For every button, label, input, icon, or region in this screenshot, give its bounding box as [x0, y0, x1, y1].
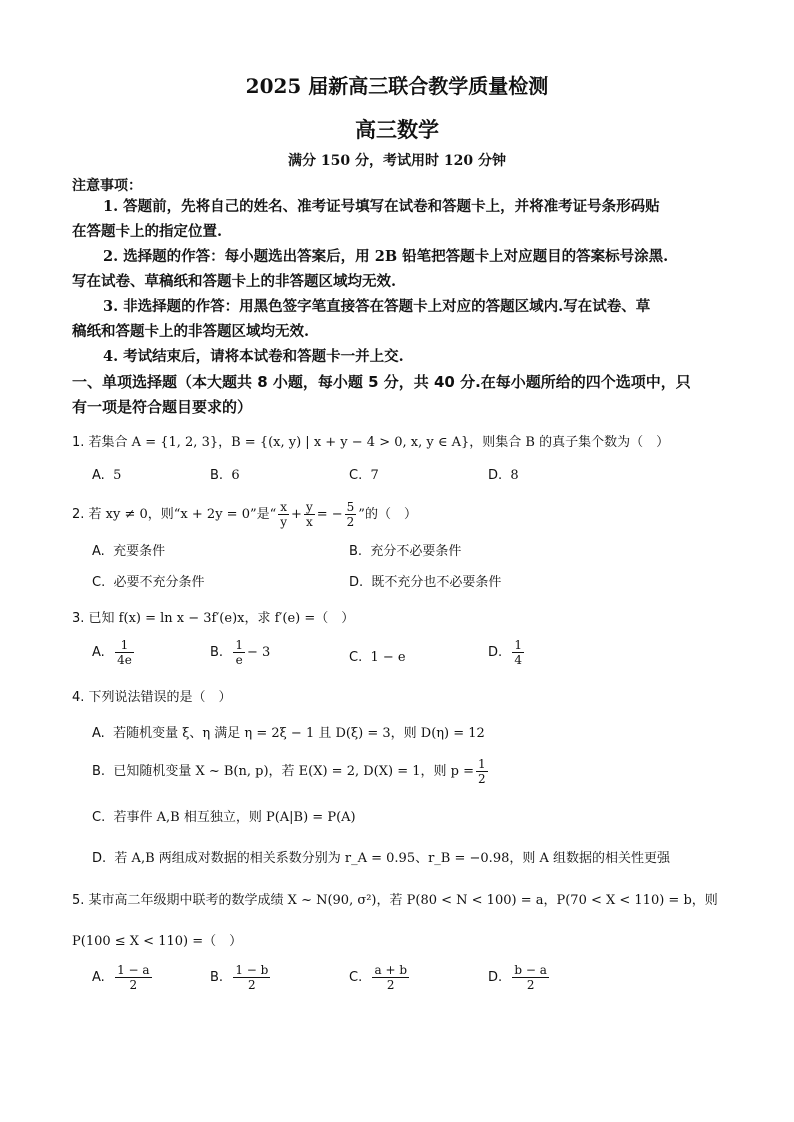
notice-item-2: 2. 选择题的作答：每小题选出答案后，用 2B 铅笔把答题卡上对应题目的答案标号涂黑. [103, 248, 669, 265]
section-heading-cont: 有一项是符合题目要求的） [72, 398, 253, 416]
option-a[interactable]: A. $\frac{1}{4e}$ [92, 638, 132, 667]
question-5-cont: P(100 ≤ X < 110) =（ ） [72, 934, 243, 949]
fraction: $\frac{1 - b}{2}$ [235, 963, 269, 992]
option-c[interactable]: C. 1 − e [349, 650, 406, 665]
question-1 [72, 431, 669, 450]
notice-item-4: 4. 考试结束后，请将本试卷和答题卡一并上交. [103, 348, 404, 365]
notice-heading: 注意事项： [72, 178, 142, 194]
option-a[interactable]: A. 充要条件 [92, 544, 166, 559]
option-b[interactable]: B. $\frac{1}{e}$ − 3 [210, 638, 271, 667]
question-text: 某市高二年级期中联考的数学成绩 X ~ N(90, σ²)，若 P(80 < N < 100) = a，P(70 < X < 110) = b，则 [88, 893, 718, 908]
option-a[interactable]: A. 5 [92, 468, 122, 483]
question-number: 1. [72, 435, 85, 450]
fraction: $\frac{b - a}{2}$ [514, 963, 547, 992]
fraction: $\frac{1}{2}$ [477, 757, 486, 786]
option-d[interactable]: D. 既不充分也不必要条件 [349, 575, 502, 590]
question-text-pre: 若 xy ≠ 0，则“x + 2y = 0”是“ [88, 507, 277, 522]
exam-title: 2025 届新高三联合教学质量检测 [245, 74, 549, 98]
fraction: $\frac{1}{e}$ [235, 638, 243, 667]
fraction: $\frac{x}{y}$ [280, 500, 288, 529]
question-4 [72, 686, 232, 705]
fraction: $\frac{1 - a}{2}$ [117, 963, 150, 992]
fraction: $\frac{1}{4}$ [514, 638, 523, 667]
notice-item-3-cont: 稿纸和答题卡上的非答题区域均无效. [72, 323, 310, 340]
option-c[interactable]: C. 7 [349, 468, 379, 483]
option-b[interactable]: B. 充分不必要条件 [349, 544, 462, 559]
option-c[interactable]: C. 必要不充分条件 [92, 575, 205, 590]
score-time: 满分 150 分，考试用时 120 分钟 [288, 153, 506, 169]
option-d[interactable]: D. $\frac{b - a}{2}$ [488, 963, 547, 992]
question-number: 2. [72, 507, 85, 522]
question-number: 5. [72, 893, 85, 908]
option-b[interactable]: B. 6 [210, 468, 240, 483]
question-5 [72, 889, 718, 908]
notice-item-1-cont: 在答题卡上的指定位置. [72, 223, 223, 240]
option-c[interactable]: C. $\frac{a + b}{2}$ [349, 963, 408, 992]
option-d[interactable]: D. $\frac{1}{4}$ [488, 638, 523, 667]
fraction: $\frac{1}{4e}$ [117, 638, 132, 667]
question-number: 4. [72, 690, 85, 705]
question-number: 3. [72, 611, 85, 626]
question-text: 若集合 A = {1, 2, 3}，B = {(x, y) | x + y − 4 > 0, x, y ∈ A}，则集合 B 的真子集个数为（ ） [88, 435, 670, 450]
notice-item-1: 1. 答题前，先将自己的姓名、准考证号填写在试卷和答题卡上，并将准考证号条形码贴 [103, 198, 660, 215]
section-heading: 一、单项选择题（本大题共 8 小题，每小题 5 分，共 40 分.在每小题所给的四个选项中，只 [72, 373, 691, 391]
option-a[interactable]: A. 若随机变量 ξ、η 满足 η = 2ξ − 1 且 D(ξ) = 3，则 D(η) = 12 [92, 726, 485, 741]
option-d[interactable]: D. 8 [488, 468, 519, 483]
option-b[interactable]: B. 已知随机变量 X ~ B(n, p)，若 E(X) = 2, D(X) = 1，则 p = $\frac{1}{2}$ [92, 757, 486, 786]
notice-item-3: 3. 非选择题的作答：用黑色签字笔直接答在答题卡上对应的答题区域内.写在试卷、草 [103, 298, 651, 315]
option-b[interactable]: B. $\frac{1 - b}{2}$ [210, 963, 269, 992]
fraction: $\frac{y}{x}$ [305, 500, 313, 529]
question-3 [72, 607, 354, 626]
notice-item-2-cont: 写在试卷、草稿纸和答题卡上的非答题区域均无效. [72, 273, 397, 290]
fraction: $\frac{a + b}{2}$ [374, 963, 408, 992]
option-a[interactable]: A. $\frac{1 - a}{2}$ [92, 963, 150, 992]
option-c[interactable]: C. 若事件 A,B 相互独立，则 P(A|B) = P(A) [92, 810, 356, 825]
question-2: 2. 若 xy ≠ 0，则“x + 2y = 0”是“ $\frac{x}{y}$ + $\frac{y}{x}$ = − $\frac{5}{2}$ ”的（ ） [72, 500, 417, 529]
question-text-post: ”的（ ） [358, 507, 417, 522]
question-text: 已知 f(x) = ln x − 3f′(e)x，求 f′(e) =（ ） [88, 611, 355, 626]
exam-subject: 高三数学 [355, 117, 439, 142]
fraction: $\frac{5}{2}$ [346, 500, 355, 529]
option-d[interactable]: D. 若 A,B 两组成对数据的相关系数分别为 r_A = 0.95、r_B = −0.98，则 A 组数据的相关性更强 [92, 851, 671, 866]
question-text: 下列说法错误的是（ ） [88, 690, 232, 705]
